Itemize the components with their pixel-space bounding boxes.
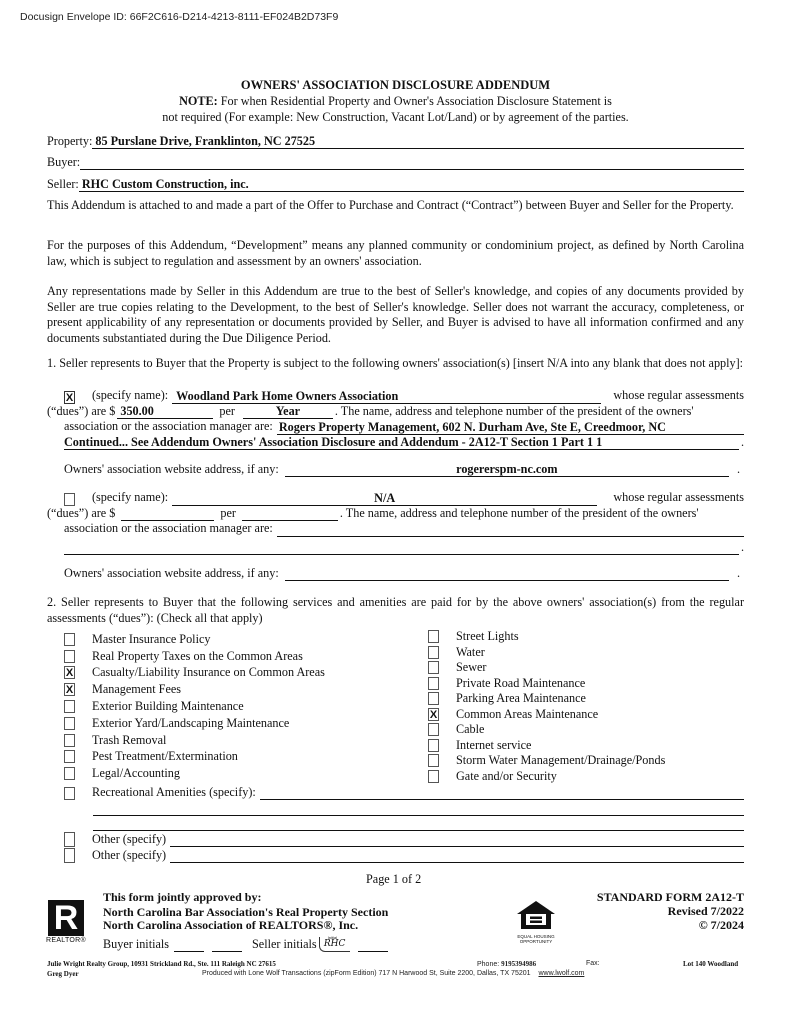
amenity-checkbox[interactable]: [64, 734, 75, 747]
buyer-row: [47, 155, 744, 170]
amenity-label: Common Areas Maintenance: [456, 706, 599, 721]
equal-housing-text: EQUAL HOUSING OPPORTUNITY: [517, 934, 555, 944]
amenity-label: Private Road Maintenance: [456, 675, 586, 690]
amenity-label: Management Fees: [92, 682, 182, 697]
recreational-row: [64, 785, 744, 800]
amenity-checkbox[interactable]: [64, 650, 75, 663]
approved-by: This form jointly approved by:: [103, 890, 262, 904]
form-revised: Revised 7/2022: [667, 904, 744, 918]
realtor-logo-text: REALTOR®: [46, 937, 86, 944]
association-1-dues[interactable]: 350.00: [117, 405, 213, 419]
seller-field[interactable]: RHC Custom Construction, inc.: [79, 177, 744, 192]
paragraph-representations: Any representations made by Seller in this Addendum are true to the best of Seller's knowledge, and copies of any documents provided by Seller are true copies relating to the Development, to the best of Seller's knowledge. Seller does not warrant the accuracy, completeness, or present applicability of any representation or documents provided by Seller, and Buyer is advised to have all information confirmed and any documents substantiated during the Due Diligence Period.: [47, 284, 744, 345]
amenity-label: Internet service: [456, 737, 532, 752]
amenity-label: Real Property Taxes on the Common Areas: [92, 648, 303, 663]
specify-name-label: (specify name):: [92, 388, 169, 402]
amenity-item: [428, 753, 665, 769]
seller-initials-label: Seller initials: [252, 937, 317, 951]
dues-label: (“dues”) are $: [47, 505, 116, 520]
recreational-label: Recreational Amenities (specify):: [92, 785, 256, 799]
other-row-2: [64, 848, 744, 863]
period-mark: .: [736, 566, 740, 580]
amenity-item: [428, 707, 665, 723]
association-1-website[interactable]: rogererspm-nc.com: [285, 463, 729, 477]
amenity-checkbox[interactable]: [64, 767, 75, 780]
initial-tag: Initial: [327, 935, 338, 940]
amenity-item: [428, 769, 665, 785]
recreational-field[interactable]: [260, 786, 744, 800]
form-info: [597, 890, 744, 932]
dues-label: (“dues”) are $: [47, 403, 116, 418]
amenity-item: [428, 660, 665, 676]
realtors-association: North Carolina Association of REALTORS®, Inc.: [103, 918, 359, 932]
phone-label: Phone:: [477, 961, 500, 968]
note-line1: For when Residential Property and Owner's Association Disclosure Statement is: [217, 94, 612, 108]
lot-reference: Lot 140 Woodland: [683, 960, 739, 968]
form-copyright: © 7/2024: [698, 918, 744, 932]
association-1: [47, 388, 744, 450]
amenity-label: Parking Area Maintenance: [456, 691, 586, 706]
amenity-checkbox[interactable]: [428, 661, 439, 674]
phone-value: 9195394986: [501, 960, 537, 968]
amenity-item: [64, 749, 325, 766]
section2-intro: 2. Seller represents to Buyer that the following services and amenities are paid for by the above owners' association(s) from the regular assessments (“dues”): (Check all that apply): [47, 595, 744, 625]
buyer-field[interactable]: [80, 155, 744, 170]
amenity-label: Street Lights: [456, 629, 519, 644]
note: [0, 94, 791, 125]
amenity-checkbox[interactable]: [428, 630, 439, 643]
association-1-period[interactable]: Year: [243, 405, 333, 419]
amenity-item: [428, 676, 665, 692]
amenity-checkbox[interactable]: [64, 633, 75, 646]
association-1-website-row: [64, 462, 740, 477]
amenity-item: [64, 665, 325, 682]
property-label: Property:: [47, 134, 93, 148]
amenity-checkbox[interactable]: X: [429, 708, 438, 721]
amenities-left: [64, 631, 325, 782]
amenity-item: [428, 629, 665, 645]
equal-housing-house-icon: [516, 900, 556, 930]
note-line2: not required (For example: New Construction, Vacant Lot/Land) or by agreement of the parties.: [162, 109, 629, 124]
amenity-item: [64, 631, 325, 648]
amenity-checkbox[interactable]: [428, 723, 439, 736]
amenity-checkbox[interactable]: [428, 739, 439, 752]
other-2-checkbox[interactable]: [64, 848, 75, 863]
page-number: Page 1 of 2: [366, 872, 422, 886]
buyer-initials-field-2[interactable]: [212, 938, 242, 952]
amenity-item: [64, 648, 325, 665]
amenity-item: [428, 738, 665, 754]
amenity-label: Master Insurance Policy: [92, 631, 211, 646]
produced-with: [202, 970, 584, 977]
name-address-text: . The name, address and telephone number of the president of the owners': [334, 403, 694, 418]
amenity-checkbox[interactable]: [428, 677, 439, 690]
form-name: STANDARD FORM 2A12-T: [596, 890, 744, 904]
period-mark: .: [736, 462, 740, 476]
amenity-label: Cable: [456, 722, 485, 737]
other-2-field[interactable]: [170, 849, 744, 863]
association-2: [47, 490, 744, 555]
whose-label: whose regular assessments: [613, 490, 744, 504]
amenity-label: Casualty/Liability Insurance on Common Areas: [92, 665, 325, 680]
specify-name-label: (specify name):: [92, 490, 169, 504]
buyer-label: Buyer:: [47, 155, 81, 169]
fax: [586, 960, 600, 967]
association-2-period[interactable]: [242, 507, 338, 521]
brokerage: Julie Wright Realty Group, 10931 Strickland Rd., Ste. 111 Raleigh NC 27615: [47, 960, 276, 968]
phone: [477, 960, 536, 968]
amenity-checkbox[interactable]: [428, 692, 439, 705]
amenity-item: [64, 765, 325, 782]
amenity-item: [64, 698, 325, 715]
association-2-website[interactable]: [285, 567, 729, 581]
envelope-id: Docusign Envelope ID: 66F2C616-D214-4213-8111-EF024B2D73F9: [20, 11, 339, 23]
amenity-label: Trash Removal: [92, 732, 167, 747]
association-1-checkbox[interactable]: X: [65, 391, 74, 404]
per-label: per: [219, 403, 235, 418]
amenity-checkbox[interactable]: [428, 646, 439, 659]
note-label: NOTE:: [179, 94, 218, 108]
seller-label: Seller:: [47, 177, 79, 191]
other-2-label: Other (specify): [92, 848, 167, 862]
property-field[interactable]: 85 Purslane Drive, Franklinton, NC 27525: [92, 134, 744, 149]
period-mark: .: [740, 434, 744, 449]
paragraph-contract: This Addendum is attached to and made a part of the Offer to Purchase and Contract (“Contract”) between Buyer and Seller for the Property.: [47, 198, 734, 212]
amenity-checkbox[interactable]: X: [65, 684, 74, 697]
amenity-checkbox[interactable]: [428, 770, 439, 783]
amenity-checkbox[interactable]: [64, 717, 75, 730]
association-1-manager-line1[interactable]: Rogers Property Management, 602 N. Durham Ave, Ste E, Creedmoor, NC: [277, 421, 744, 435]
association-2-website-row: [64, 566, 740, 581]
amenity-label: Gate and/or Security: [456, 768, 557, 783]
bar-association: North Carolina Bar Association's Real Property Section: [103, 905, 389, 919]
fax-label: Fax:: [586, 960, 600, 967]
recreational-checkbox[interactable]: [64, 787, 75, 800]
seller-initials-field-1[interactable]: [319, 937, 350, 952]
manager-label: association or the association manager are:: [64, 419, 273, 433]
amenity-item: [64, 732, 325, 749]
realtor-logo-icon: [48, 900, 84, 936]
amenity-checkbox[interactable]: [428, 754, 439, 767]
amenity-item: [64, 681, 325, 698]
agent-name: Greg Dyer: [47, 970, 79, 978]
amenity-label: Water: [456, 644, 485, 659]
page-title: OWNERS' ASSOCIATION DISCLOSURE ADDENDUM: [240, 78, 551, 92]
buyer-initials-field-1[interactable]: [174, 938, 204, 952]
amenity-item: [428, 645, 665, 661]
association-2-manager-line2[interactable]: [64, 541, 739, 555]
amenities-right: [428, 629, 665, 784]
association-2-manager-line1[interactable]: [277, 523, 744, 537]
property-row: [47, 134, 744, 149]
amenity-label: Storm Water Management/Drainage/Ponds: [456, 753, 666, 768]
other-1-field[interactable]: [170, 833, 744, 847]
amenity-checkbox[interactable]: X: [65, 667, 74, 680]
equal-housing-icon: [516, 900, 556, 944]
whose-label: whose regular assessments: [613, 388, 744, 402]
amenity-checkbox[interactable]: [64, 750, 75, 763]
amenity-item: [428, 722, 665, 738]
seller-row: [47, 177, 744, 192]
amenity-checkbox[interactable]: [64, 700, 75, 713]
amenity-label: Pest Treatment/Extermination: [92, 749, 238, 764]
other-1-checkbox[interactable]: [64, 832, 75, 847]
produced-with-text: Produced with Lone Wolf Transactions (zipForm Edition) 717 N Harwood St, Suite 2200, Dallas, TX 75201: [202, 970, 531, 977]
recreational-line-2[interactable]: [93, 805, 744, 816]
amenity-item: [428, 691, 665, 707]
amenity-item: [64, 715, 325, 732]
association-2-name[interactable]: N/A: [172, 492, 597, 506]
other-row-1: [64, 832, 744, 847]
association-2-checkbox[interactable]: [64, 493, 75, 506]
per-label: per: [220, 505, 236, 520]
realtor-logo-letter: R: [53, 899, 79, 937]
website-label: Owners' association website address, if any:: [64, 566, 279, 580]
other-1-label: Other (specify): [92, 832, 167, 846]
manager-label: association or the association manager are:: [64, 521, 273, 535]
recreational-line-3[interactable]: [93, 820, 744, 831]
lwolf-link[interactable]: www.lwolf.com: [538, 970, 585, 977]
buyer-initials-label: Buyer initials: [103, 937, 170, 951]
association-1-manager-line2[interactable]: Continued... See Addendum Owners' Association Disclosure and Addendum - 2A12-T Section 1 Part 1 1: [64, 436, 739, 450]
name-address-text: . The name, address and telephone number of the president of the owners': [339, 505, 699, 520]
seller-initials-field-2[interactable]: [358, 938, 388, 952]
amenity-label: Sewer: [456, 660, 487, 675]
website-label: Owners' association website address, if any:: [64, 462, 279, 476]
amenity-label: Legal/Accounting: [92, 766, 180, 781]
initials-row: [103, 937, 388, 952]
amenity-label: Exterior Yard/Landscaping Maintenance: [92, 715, 290, 730]
amenity-label: Exterior Building Maintenance: [92, 699, 244, 714]
association-2-dues[interactable]: [121, 507, 214, 521]
association-1-name[interactable]: Woodland Park Home Owners Association: [172, 390, 601, 404]
section1-intro: 1. Seller represents to Buyer that the Property is subject to the following owners' association(s) [insert N/A into any blank that does not apply]:: [47, 356, 744, 370]
period-mark: .: [740, 539, 744, 554]
seller-initials-value: RHC: [323, 939, 346, 949]
paragraph-development: For the purposes of this Addendum, “Development” means any planned community or condominium project, as defined by North Carolina law, which is subject to regulation and assessment by an owners' association.: [47, 238, 744, 268]
